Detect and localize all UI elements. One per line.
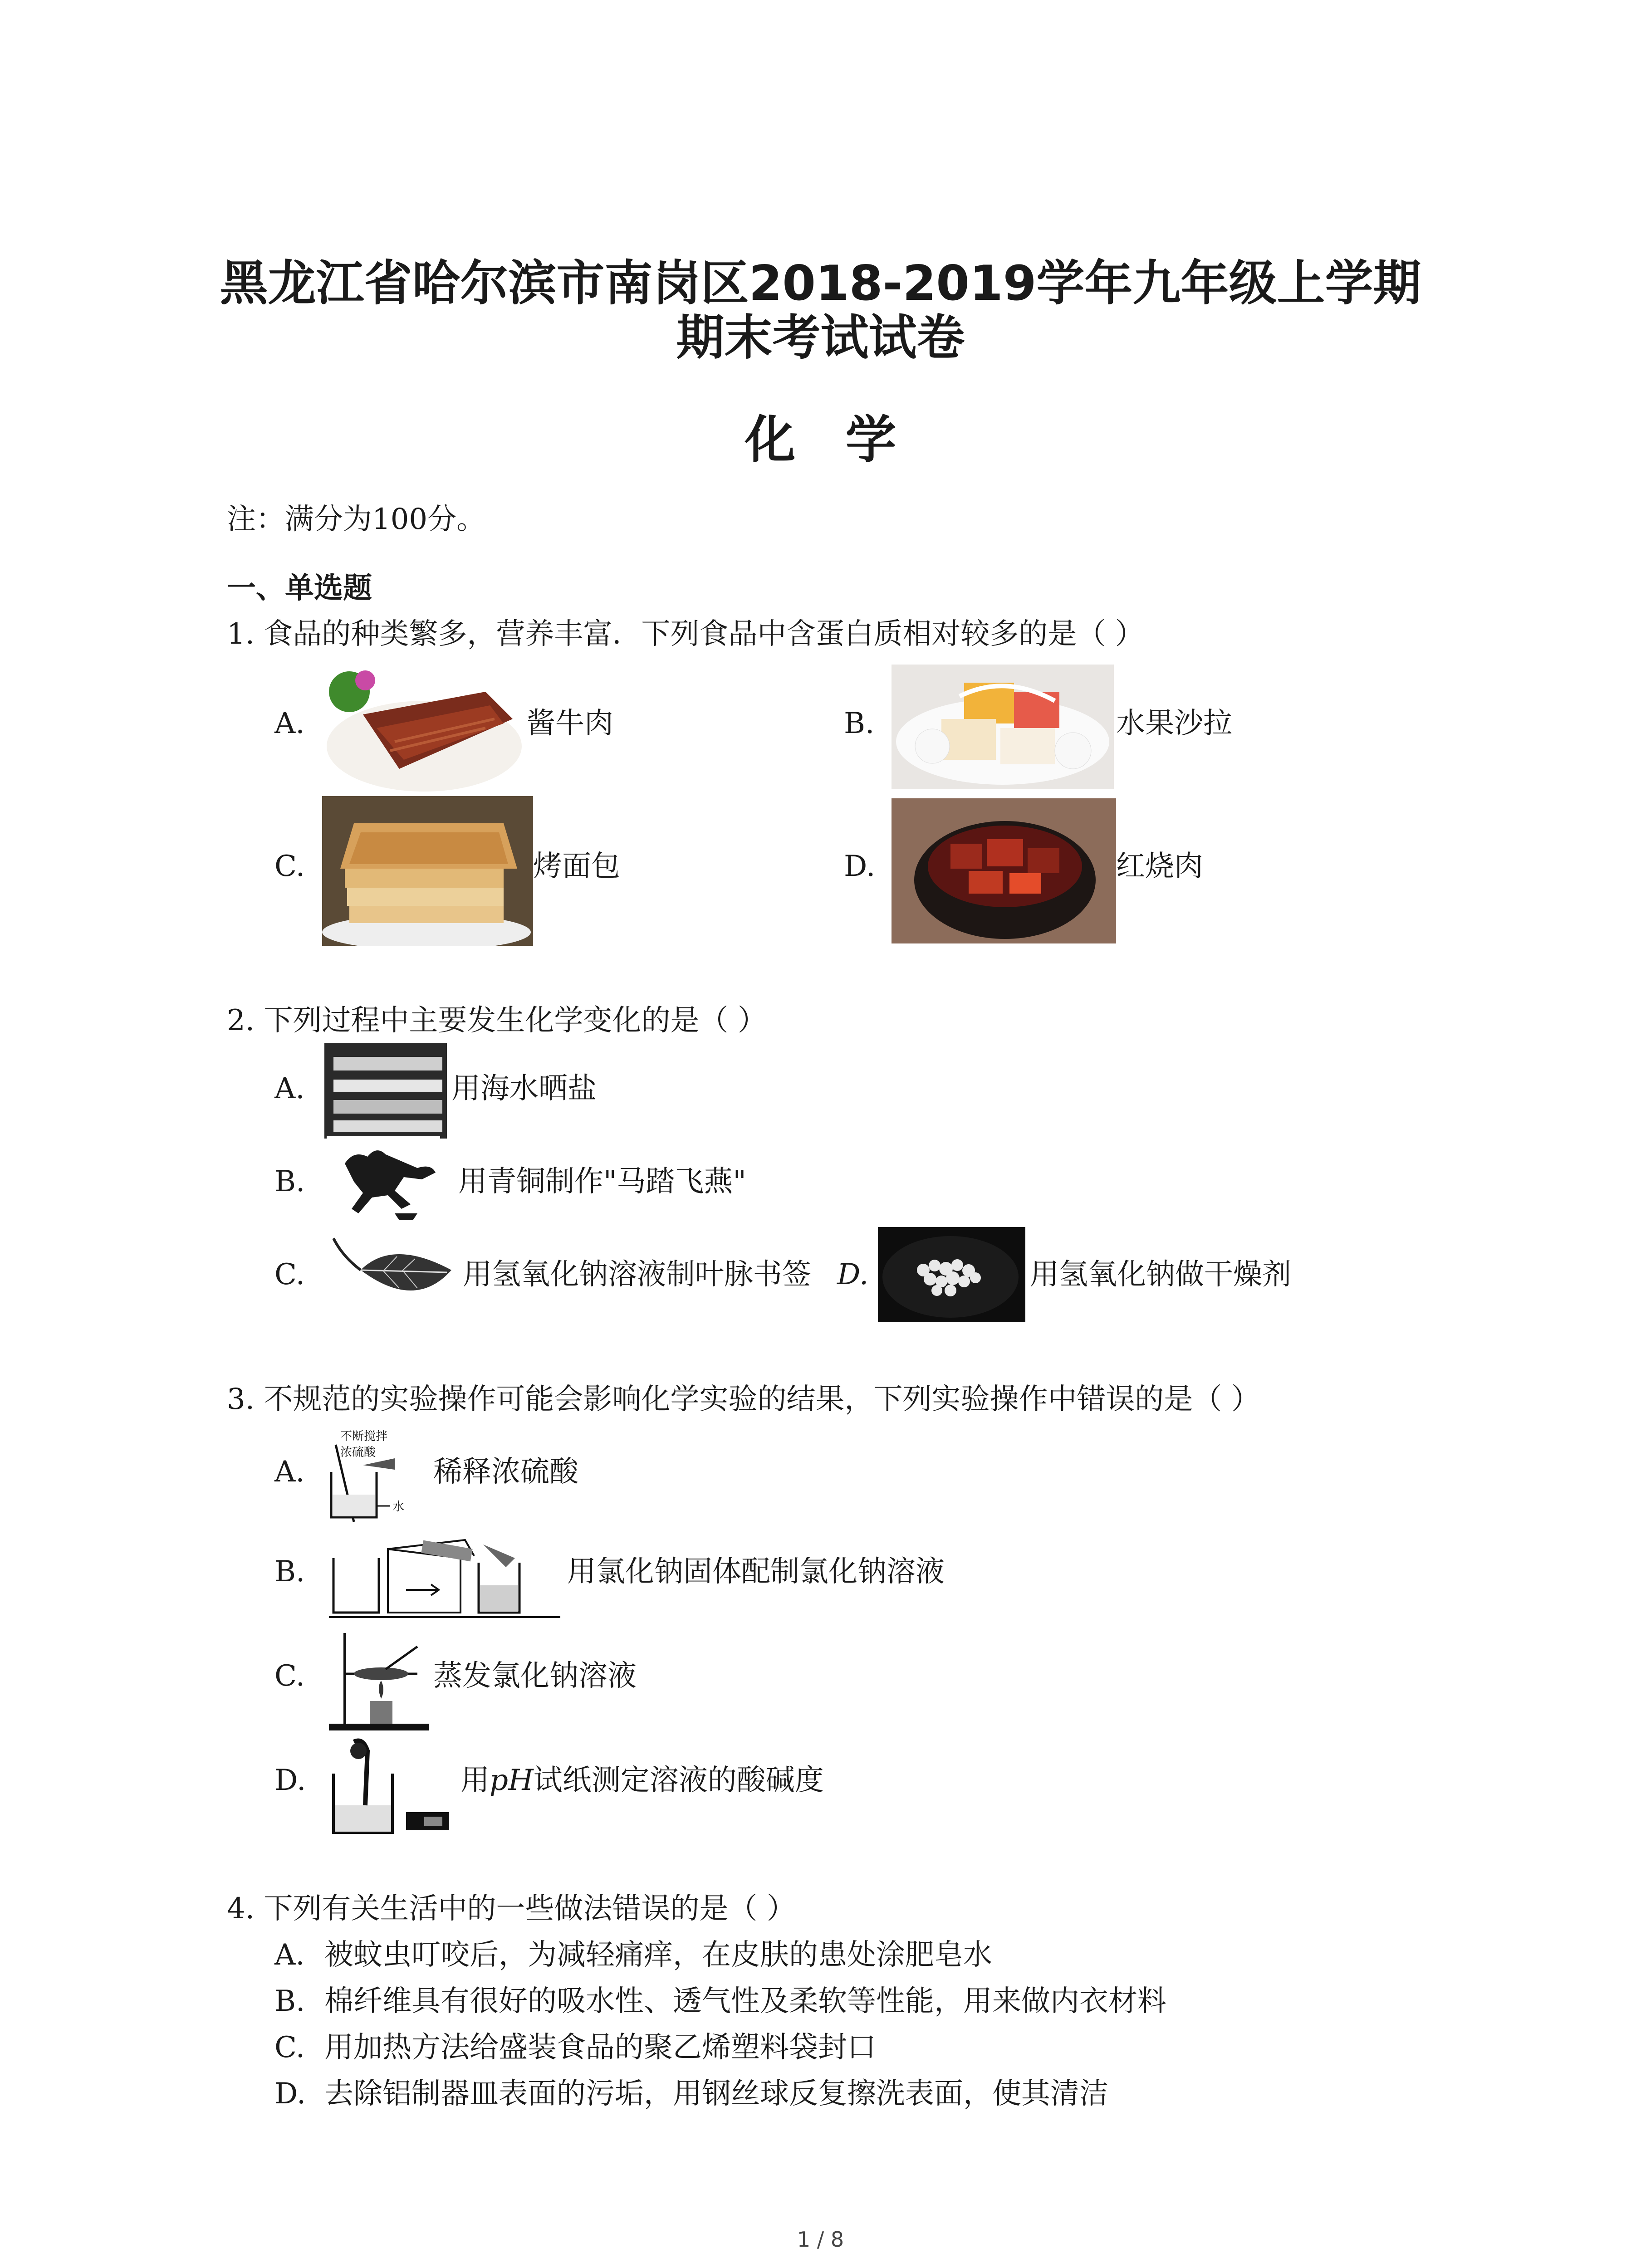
q3-option-d-label-ph: pH [490, 1764, 534, 1797]
q3-option-b-image-pouring-solid [324, 1531, 565, 1622]
q3-option-c-letter: C. [274, 1659, 305, 1693]
q4-option-a-text: 被蚊虫叮咬后，为减轻痛痒，在皮肤的患处涂肥皂水 [324, 1938, 992, 1972]
question-1-stem: 1. 食品的种类繁多，营养丰富．下列食品中含蛋白质相对较多的是（ ） [227, 617, 1144, 651]
q2-option-c-image-leaf [324, 1229, 456, 1313]
page-number: 1 / 8 [797, 2227, 844, 2252]
q1-option-b-letter: B. [844, 707, 875, 740]
q3-option-a-label: 稀释浓硫酸 [433, 1455, 578, 1489]
question-4-stem: 4. 下列有关生活中的一些做法错误的是（ ） [227, 1892, 796, 1926]
q3-option-d-label-pre: 用 [460, 1764, 490, 1797]
q2-option-c-label: 用氢氧化钠溶液制叶脉书签 [463, 1258, 811, 1291]
q3a-figure-label-acid: 浓硫酸 [340, 1446, 376, 1459]
exam-title-line2: 期末考试试卷 [676, 310, 965, 366]
q2-option-b-letter: B. [274, 1165, 305, 1198]
q1-option-a-image-braised-beef [322, 665, 524, 796]
q1-option-d-label: 红烧肉 [1116, 850, 1203, 883]
q1-option-d-image-braised-pork [892, 798, 1116, 943]
q3a-figure-label-water: 水 [392, 1500, 405, 1514]
q2-option-c-letter: C. [274, 1258, 305, 1291]
q3-option-c-image-evaporation [327, 1628, 431, 1733]
q4-option-d-text: 去除铝制器皿表面的污垢，用钢丝球反复擦洗表面，使其清洁 [324, 2077, 1108, 2111]
q3-option-d-letter: D. [274, 1764, 306, 1797]
q2-option-d-letter: D. [837, 1258, 869, 1291]
exam-title-line1: 黑龙江省哈尔滨市南岗区2018-2019学年九年级上学期 [220, 255, 1421, 311]
q2-option-a-letter: A. [274, 1072, 305, 1105]
q4-option-b-letter: B. [274, 1984, 305, 2018]
q4-option-d-letter: D. [274, 2077, 306, 2111]
q2-option-b-label: 用青铜制作"马踏飞燕" [458, 1165, 746, 1198]
question-2-stem: 2. 下列过程中主要发生化学变化的是（ ） [227, 1004, 767, 1037]
q3-option-a-image-diluting-acid [327, 1427, 431, 1526]
q3-option-a-letter: A. [274, 1455, 305, 1489]
q3-option-c-label: 蒸发氯化钠溶液 [433, 1659, 637, 1693]
q1-option-b-image-fruit-salad [892, 665, 1114, 789]
q2-option-d-image-naoh-pellets [878, 1227, 1025, 1322]
q1-option-c-letter: C. [274, 850, 305, 883]
score-note: 注：满分为100分。 [227, 503, 486, 536]
q3-option-d-image-ph-test [327, 1733, 458, 1837]
q1-option-c-image-toast [322, 796, 533, 946]
q2-option-d-label: 用氢氧化钠做干燥剂 [1030, 1258, 1291, 1291]
q4-option-b-text: 棉纤维具有很好的吸水性、透气性及柔软等性能，用来做内衣材料 [324, 1984, 1166, 2018]
q3-option-d-label-post: 试纸测定溶液的酸碱度 [533, 1764, 824, 1797]
q3-option-b-label: 用氯化钠固体配制氯化钠溶液 [567, 1555, 945, 1589]
q1-option-b-label: 水果沙拉 [1116, 707, 1232, 740]
q4-option-c-text: 用加热方法给盛装食品的聚乙烯塑料袋封口 [324, 2031, 876, 2064]
q1-option-a-label: 酱牛肉 [526, 707, 613, 740]
q4-option-a-letter: A. [274, 1938, 305, 1972]
q2-option-b-image-bronze-horse [327, 1136, 440, 1227]
section-heading-single-choice: 一、单选题 [227, 572, 372, 605]
q2-option-a-image-salt-pans [324, 1043, 447, 1139]
q2-option-a-label: 用海水晒盐 [451, 1072, 597, 1105]
q3a-figure-label-stir: 不断搅拌 [340, 1430, 388, 1443]
q1-option-d-letter: D. [844, 850, 876, 883]
subject-heading: 化学 [745, 411, 946, 469]
q1-option-c-label: 烤面包 [533, 850, 620, 883]
q1-option-a-letter: A. [274, 707, 305, 740]
question-3-stem: 3. 不规范的实验操作可能会影响化学实验的结果，下列实验操作中错误的是（ ） [227, 1383, 1260, 1416]
q4-option-c-letter: C. [274, 2031, 305, 2064]
q3-option-b-letter: B. [274, 1555, 305, 1589]
q3-option-d-label [460, 1762, 824, 1799]
